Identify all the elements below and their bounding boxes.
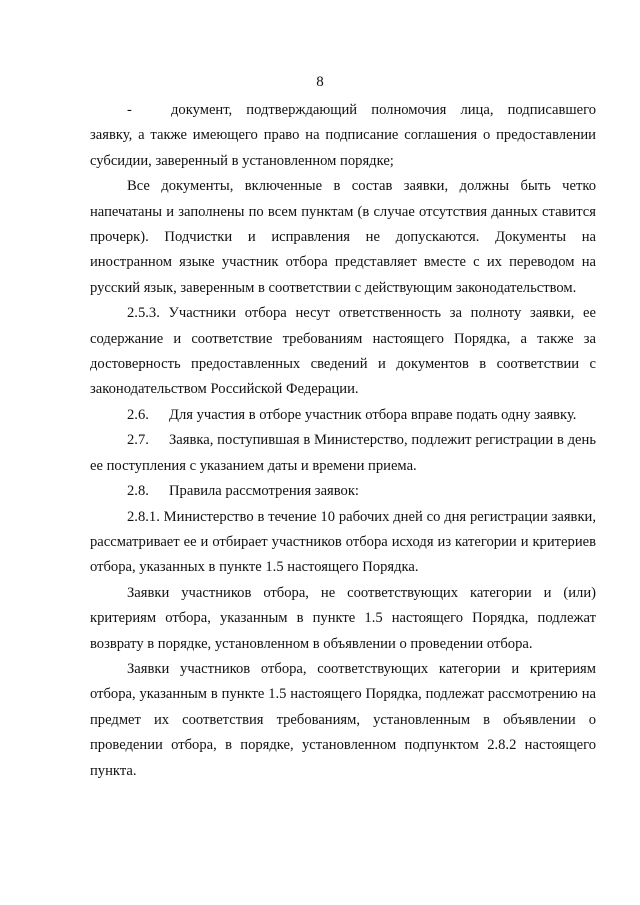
paragraph-2-6 <box>90 403 596 428</box>
paragraph-2-8-1 <box>90 505 596 581</box>
section-number: 2.6. <box>127 406 149 423</box>
paragraph-text: 2.8.1. Министерство в течение 10 рабочих дней со дня регистрации заявки, рассматривает ее и отбирает участников отбора исходя из категории и критериев отбора, указанных в пункте 1.5 настоящего Порядка. <box>90 508 596 576</box>
paragraph-2-8 <box>90 479 596 504</box>
paragraph-text: Правила рассмотрения заявок: <box>169 483 359 500</box>
page-number: 8 <box>316 74 324 90</box>
paragraph-document-item <box>90 98 596 174</box>
paragraph-conforming-applications <box>90 657 596 784</box>
paragraph-text: Заявки участников отбора, не соответствующих категории и (или) критериям отбора, указанным в пункте 1.5 настоящего Порядка, подлежат возврату в порядке, установленном в объявлении о проведении отбора. <box>90 584 596 652</box>
paragraph-2-5-3 <box>90 301 596 403</box>
paragraph-text: Для участия в отборе участник отбора вправе подать одну заявку. <box>169 406 577 423</box>
section-number: 2.8. <box>127 483 149 500</box>
paragraph-text: документ, подтверждающий полномочия лица, подписавшего заявку, а также имеющего право на подписание соглашения о предоставлении субсидии, заверенный в установленном порядке; <box>90 102 596 169</box>
paragraph-text: Заявки участников отбора, соответствующих категории и критериям отбора, указанным в пункте 1.5 настоящего Порядка, подлежат рассмотрению на предмет их соответствия требованиям, установленным в объявлении о проведении отбора, в порядке, установленном подпунктом 2.8.2 настоящего пункта. <box>90 660 596 779</box>
paragraph-nonconforming-applications <box>90 581 596 657</box>
document-body <box>90 98 596 784</box>
paragraph-documents-requirements <box>90 174 596 301</box>
paragraph-text: 2.5.3. Участники отбора несут ответственность за полноту заявки, ее содержание и соответствие требованиям настоящего Порядка, а также за достоверность предоставленных сведений и документов в соответствии с законодательством Российской Федерации. <box>90 305 596 398</box>
paragraph-text: Все документы, включенные в состав заявки, должны быть четко напечатаны и заполнены по всем пунктам (в случае отсутствия данных ставится прочерк). Подчистки и исправления не допускаются. Документы на иностранном языке участник отбора представляет вместе с их переводом на русский язык, заверенным в соответствии с действующим законодательством. <box>90 178 596 296</box>
paragraph-2-7 <box>90 428 596 479</box>
list-dash-marker: - <box>127 102 132 118</box>
paragraph-text: Заявка, поступившая в Министерство, подлежит регистрации в день ее поступления с указанием даты и времени приема. <box>90 432 596 474</box>
section-number: 2.7. <box>127 432 149 449</box>
